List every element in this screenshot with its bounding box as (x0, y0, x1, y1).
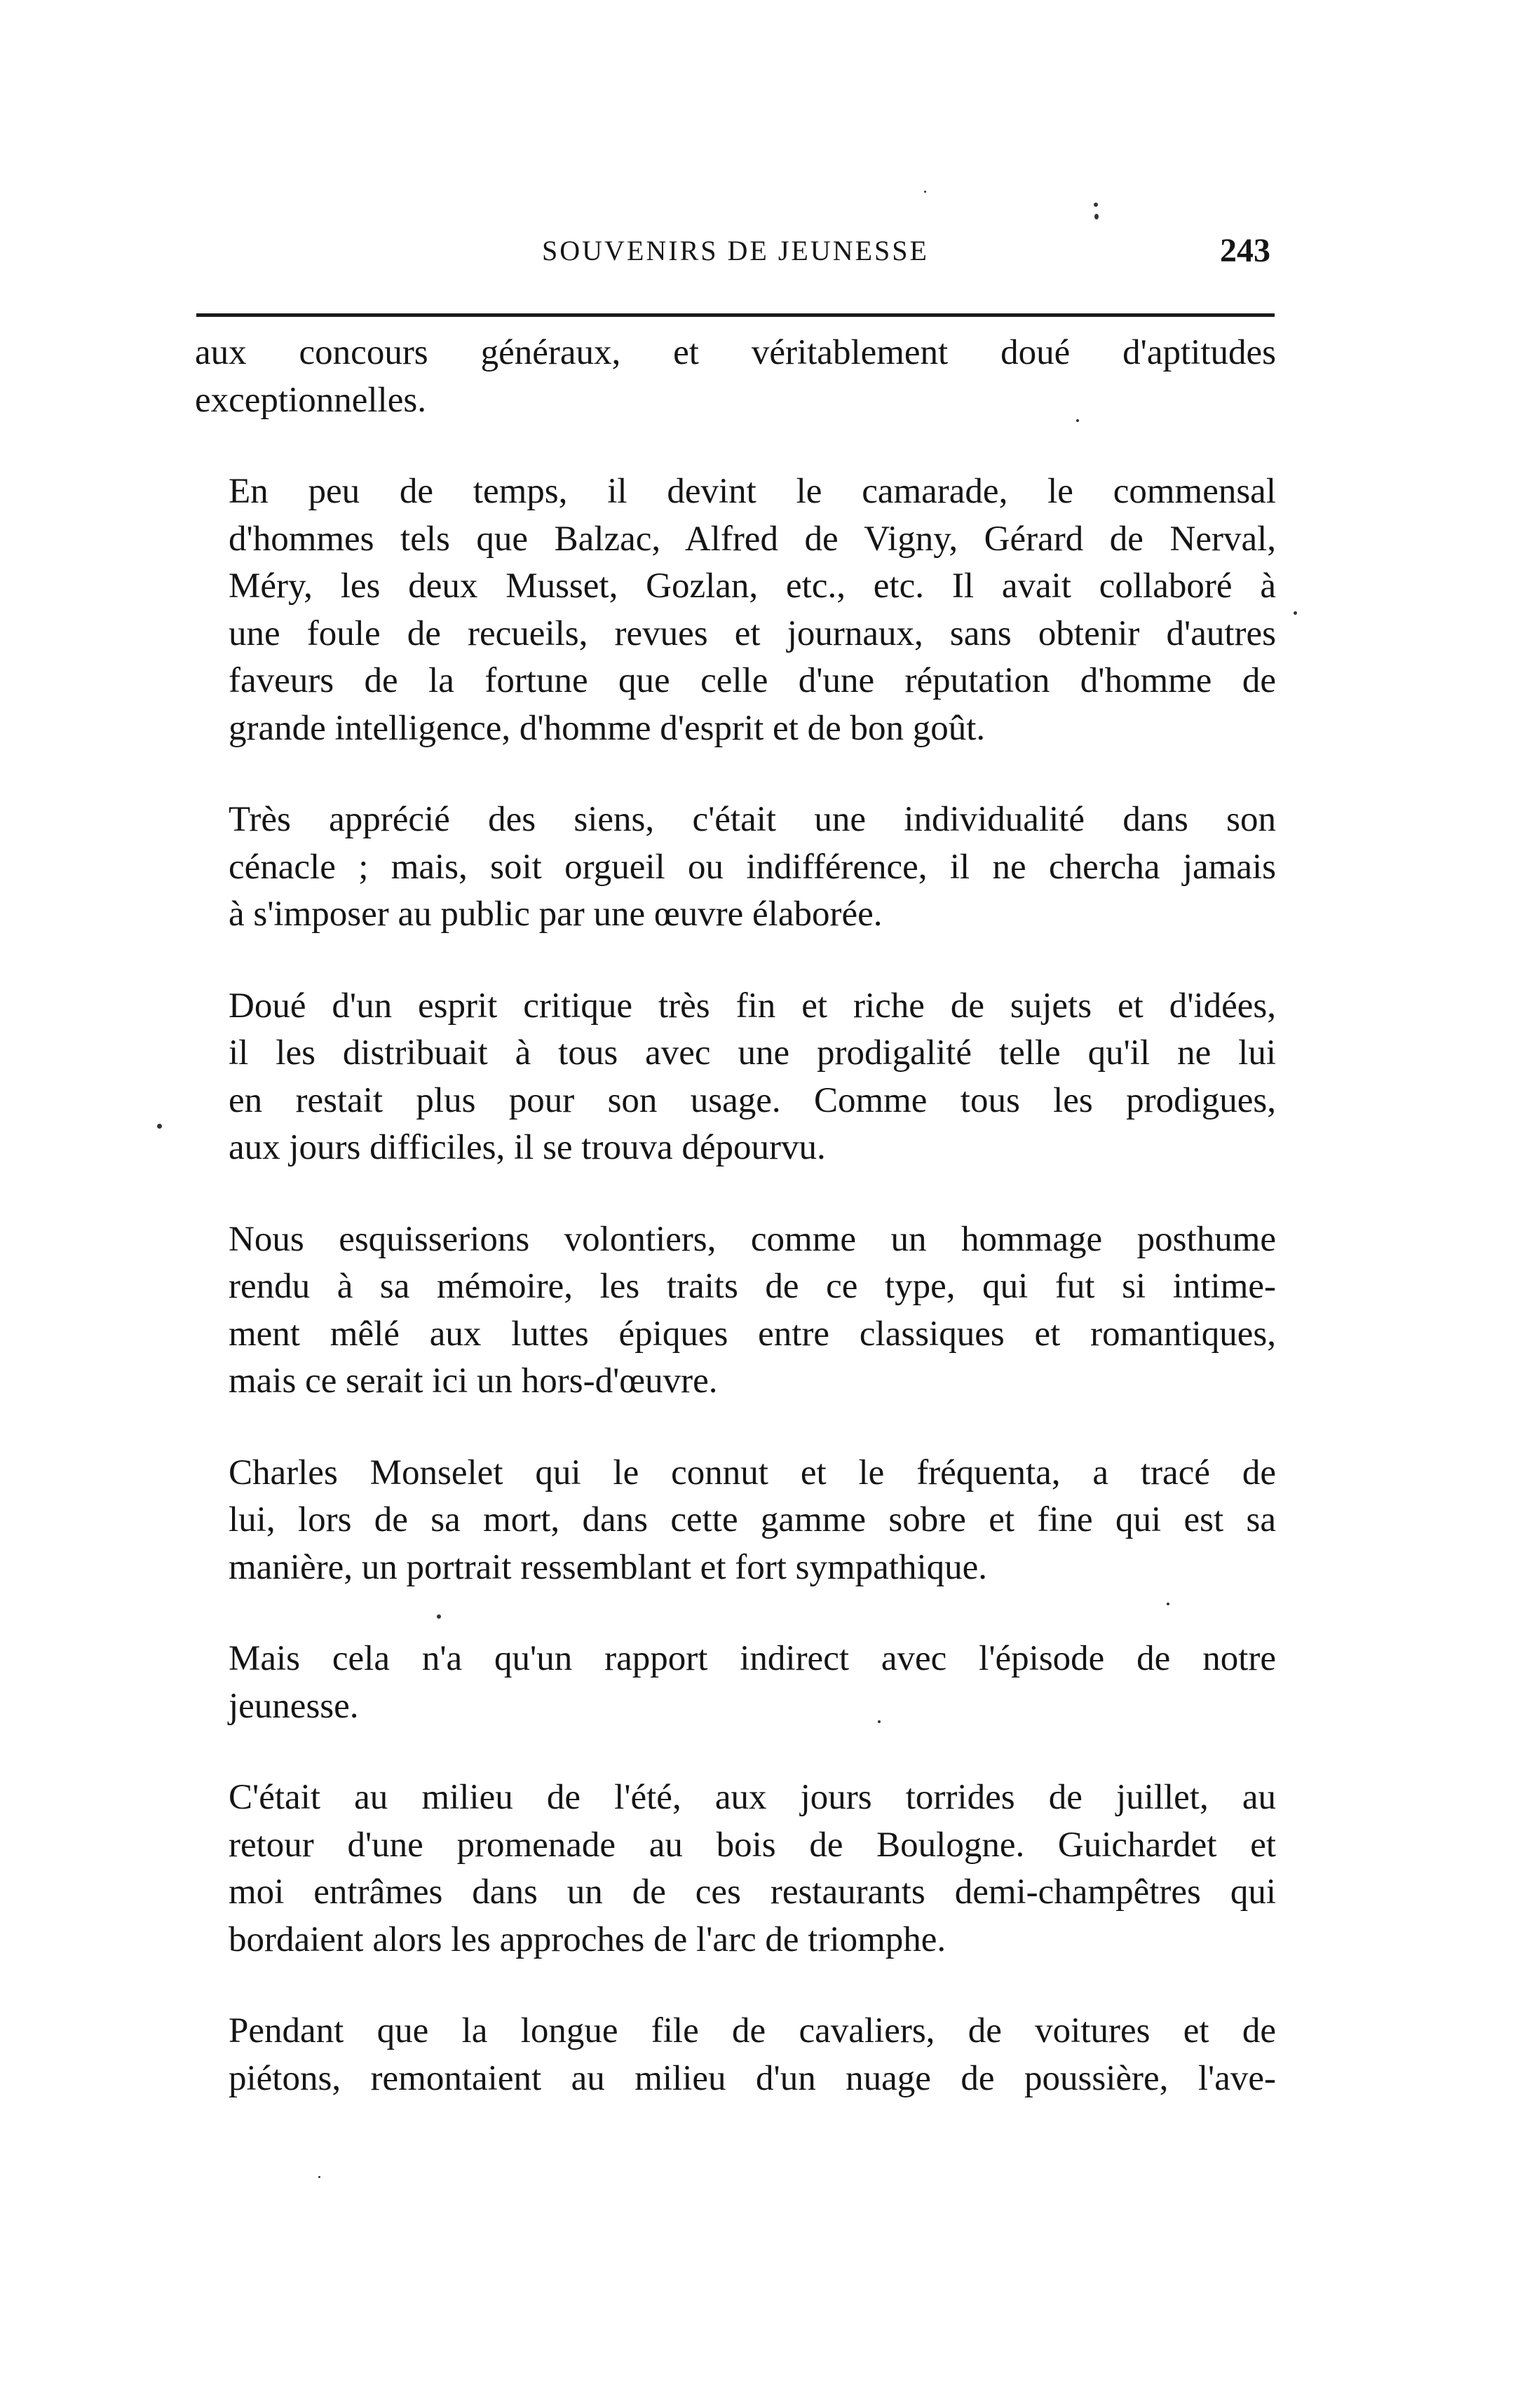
text-line: aux jours difficiles, il se trouva dépourvu. (229, 1128, 826, 1167)
text-line: Doué d'un esprit critique très fin et riche de sujets et d'idées, (229, 986, 1276, 1026)
text-line: En peu de temps, il devint le camarade, le commensal (229, 472, 1276, 511)
header-rule (196, 313, 1275, 317)
text-line: Très apprécié des siens, c'était une individualité dans son (229, 800, 1276, 839)
page-header (196, 223, 1275, 279)
paragraph-4 (195, 983, 1276, 1172)
text-line: aux concours généraux, et véritablement doué d'aptitudes (195, 333, 1276, 372)
paragraph-2 (195, 468, 1276, 752)
text-line: Mais cela n'a qu'un rapport indirect avec l'épisode de notre (229, 1639, 1276, 1678)
text-line: retour d'une promenade au bois de Boulogne. Guichardet et (229, 1825, 1276, 1865)
scan-speck (1294, 611, 1297, 615)
paragraph-5 (195, 1216, 1276, 1406)
page-number: 243 (1220, 232, 1270, 269)
text-line: Charles Monselet qui le connut et le fréquenta, a tracé de (229, 1453, 1276, 1492)
scan-speck (157, 1124, 162, 1129)
text-line: Pendant que la longue file de cavaliers, de voitures et de (229, 2011, 1276, 2050)
text-line: faveurs de la fortune que celle d'une réputation d'homme de (229, 661, 1276, 700)
scan-speck (1094, 203, 1098, 207)
text-line: lui, lors de sa mort, dans cette gamme sobre et fine qui est sa (229, 1500, 1276, 1539)
text-line: d'hommes tels que Balzac, Alfred de Vigny, Gérard de Nerval, (229, 519, 1276, 559)
text-line: grande intelligence, d'homme d'esprit et de bon goût. (229, 708, 986, 748)
text-line: C'était au milieu de l'été, aux jours torrides de juillet, au (229, 1778, 1276, 1817)
scan-speck (437, 1614, 441, 1619)
text-line: moi entrâmes dans un de ces restaurants demi-champêtres qui (229, 1872, 1276, 1912)
text-line: une foule de recueils, revues et journaux, sans obtenir d'autres (229, 613, 1276, 653)
text-line: mais ce serait ici un hors-d'œuvre. (229, 1361, 718, 1401)
text-line: à s'imposer au public par une œuvre élaborée. (229, 895, 883, 934)
scan-speck (1094, 214, 1099, 219)
text-line: Méry, les deux Musset, Gozlan, etc., etc. Il avait collaboré à (229, 566, 1276, 606)
text-line: rendu à sa mémoire, les traits de ce type, qui fut si intime- (229, 1267, 1276, 1306)
scan-speck (1076, 419, 1079, 422)
text-line: Nous esquisserions volontiers, comme un hommage posthume (229, 1219, 1276, 1259)
running-title: SOUVENIRS DE JEUNESSE (542, 235, 929, 266)
text-line: piétons, remontaient au milieu d'un nuage de poussière, l'ave- (229, 2058, 1276, 2098)
text-line: en restait plus pour son usage. Comme tous les prodigues, (229, 1080, 1276, 1120)
text-line: il les distribuait à tous avec une prodigalité telle qu'il ne lui (229, 1033, 1276, 1073)
paragraph-8 (195, 1774, 1276, 1964)
text-line: cénacle ; mais, soit orgueil ou indifférence, il ne chercha jamais (229, 847, 1276, 887)
text-line: exceptionnelles. (195, 380, 426, 420)
paragraph-1 (195, 329, 1276, 424)
paragraph-9 (195, 2008, 1276, 2102)
paragraph-7 (195, 1635, 1276, 1730)
text-line: manière, un portrait ressemblant et fort sympathique. (229, 1547, 988, 1587)
scan-speck (924, 191, 926, 193)
body-text (195, 329, 1276, 2147)
text-line: bordaient alors les approches de l'arc de triomphe. (229, 1919, 946, 1959)
scan-speck (318, 2176, 320, 2178)
scan-speck (1167, 1603, 1169, 1605)
paragraph-3 (195, 796, 1276, 939)
paragraph-6 (195, 1450, 1276, 1592)
text-line: jeunesse. (229, 1686, 359, 1726)
text-line: ment mêlé aux luttes épiques entre classiques et romantiques, (229, 1314, 1276, 1354)
scan-speck (878, 1720, 881, 1723)
